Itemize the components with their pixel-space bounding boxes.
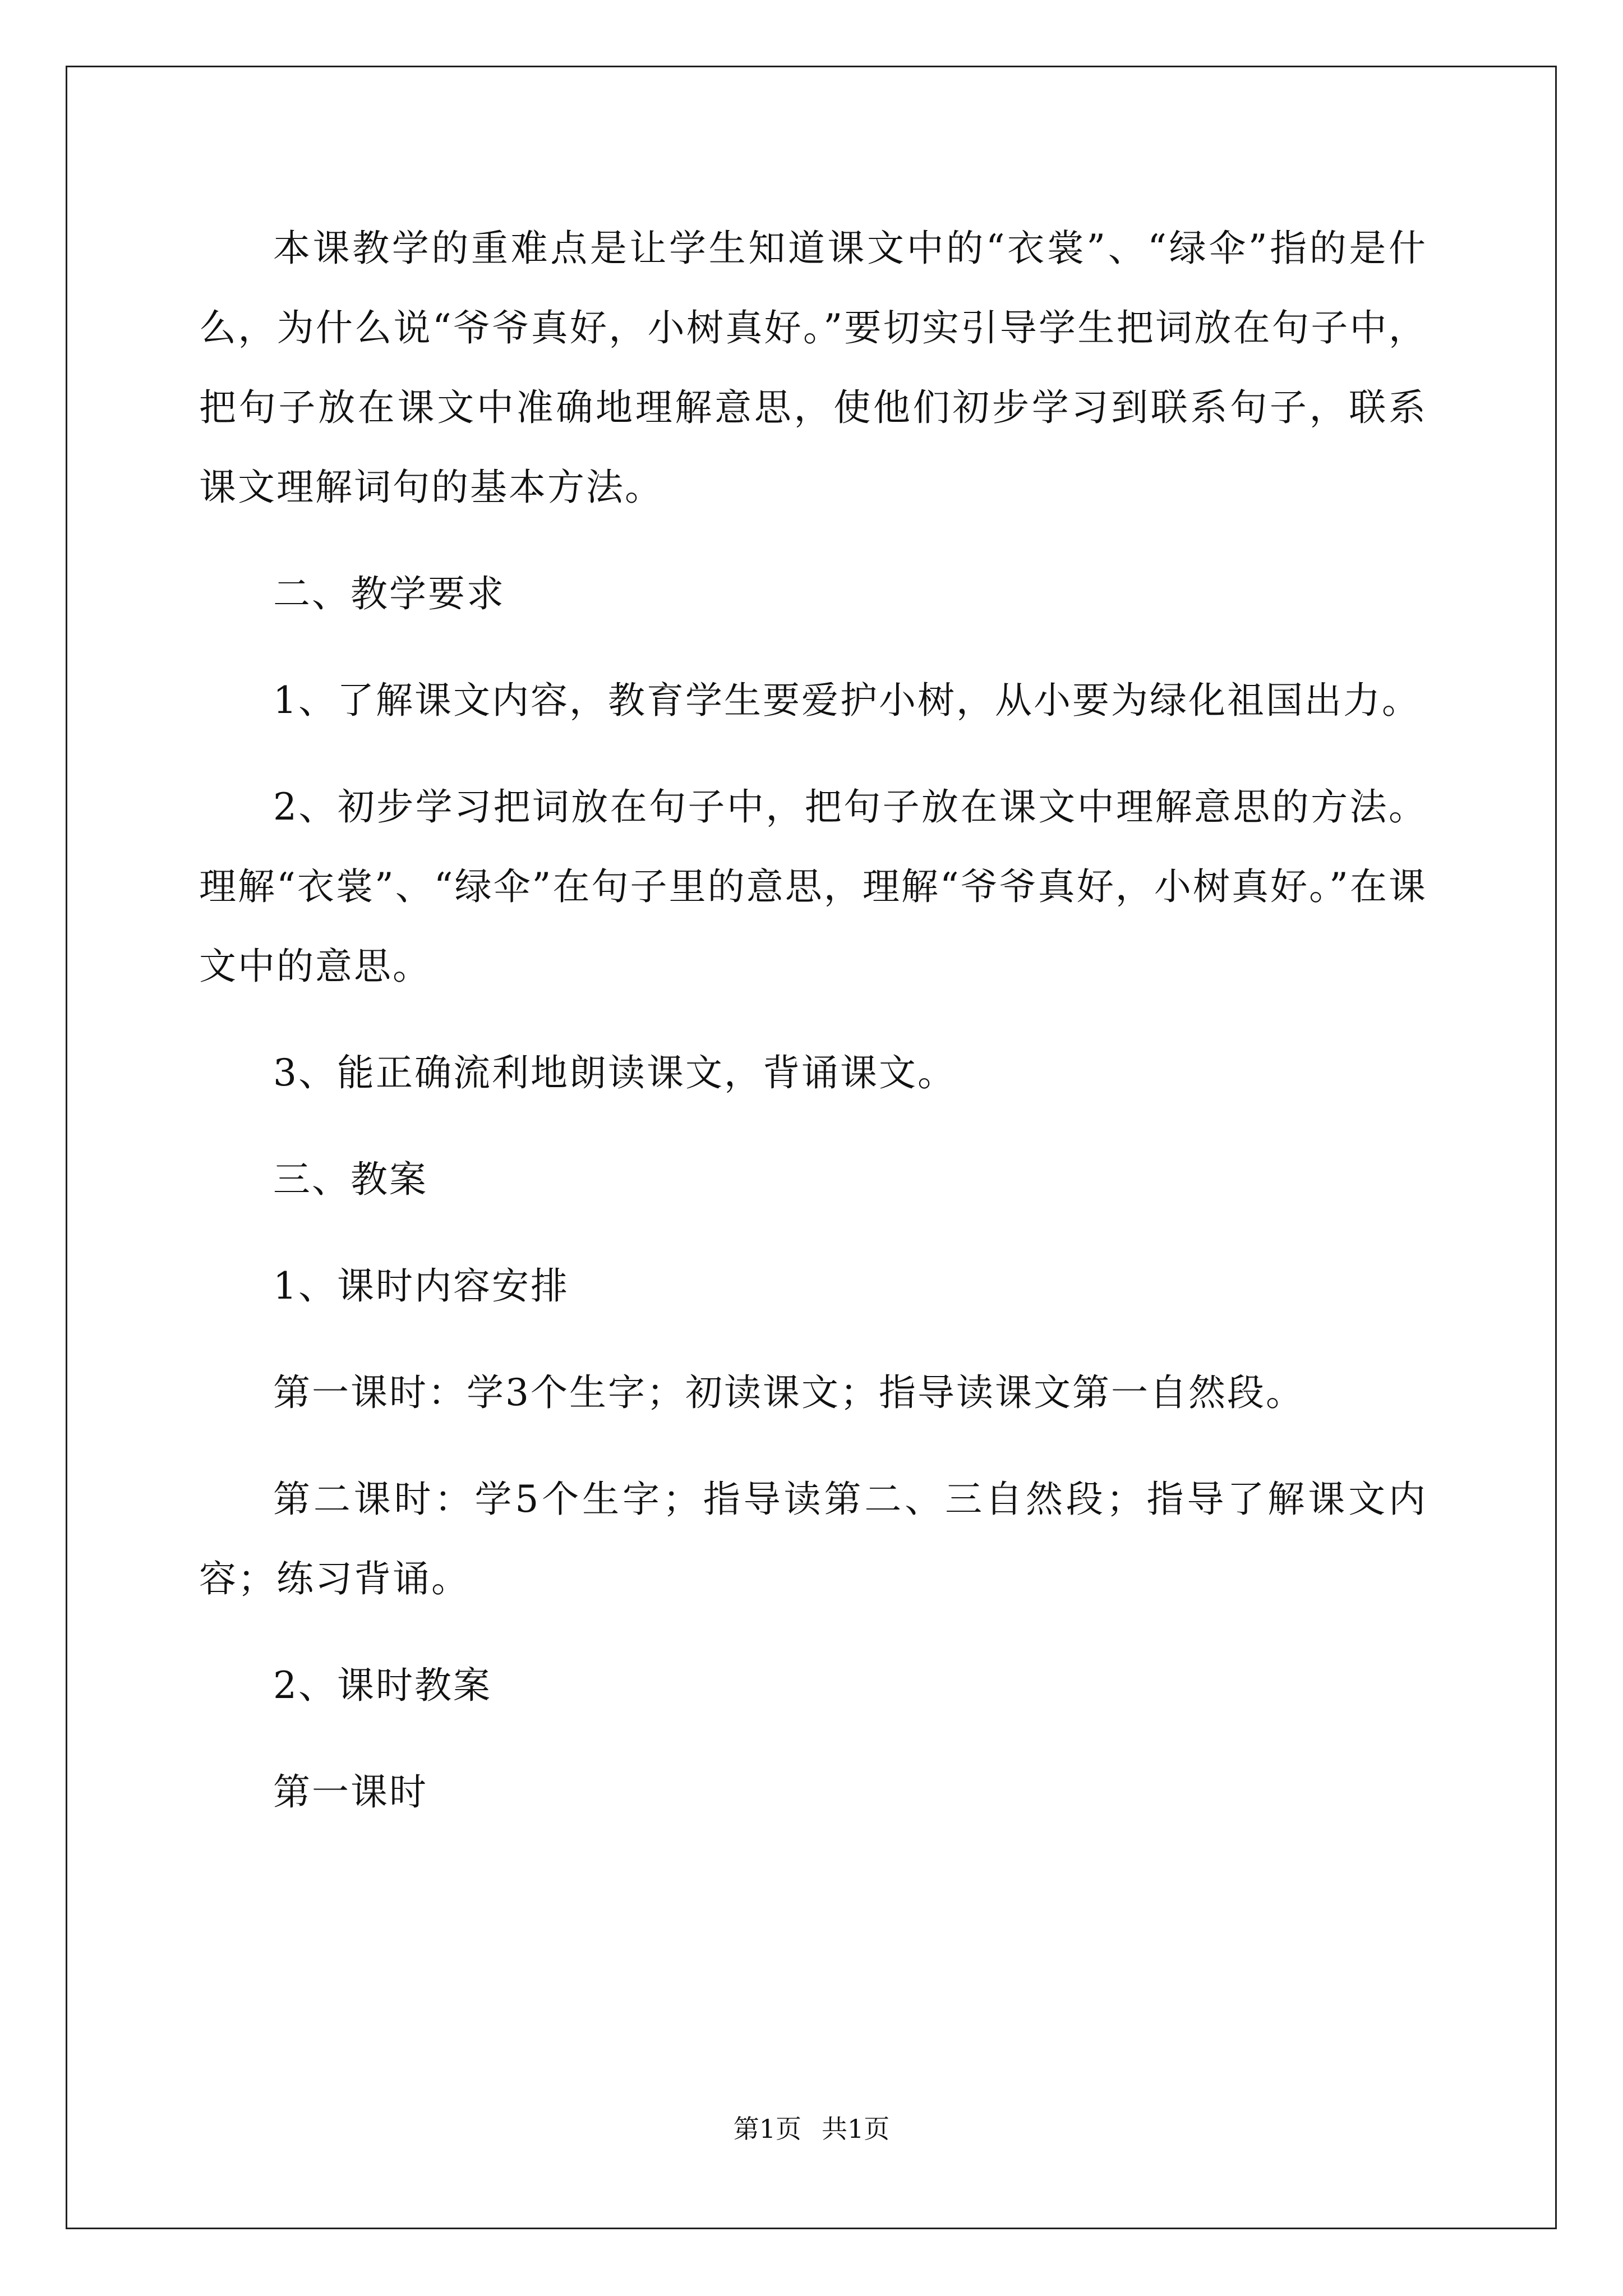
page-total: 共1页 bbox=[822, 2114, 890, 2144]
document-body bbox=[199, 209, 1427, 1859]
page-footer bbox=[0, 2112, 1623, 2146]
subheading-period-plan: 2、课时教案 bbox=[273, 1664, 492, 1707]
heading-lesson-plan: 三、教案 bbox=[273, 1158, 428, 1201]
page-number: 第1页 bbox=[733, 2114, 801, 2144]
list-item-requirement-2: 2、初步学习把词放在句子中，把句子放在课文中理解意思的方法。理解“衣裳”、“绿伞”在句子里的意思，理解“爷爷真好，小树真好。”在课文中的意思。 bbox=[199, 785, 1427, 988]
heading-first-period: 第一课时 bbox=[273, 1770, 428, 1814]
heading-teaching-requirements: 二、教学要求 bbox=[273, 572, 505, 615]
schedule-period-1: 第一课时：学3个生字；初读课文；指导读课文第一自然段。 bbox=[273, 1371, 1304, 1414]
paragraph-key-points: 本课教学的重难点是让学生知道课文中的“衣裳”、“绿伞”指的是什么，为什么说“爷爷真好，小树真好。”要切实引导学生把词放在句子中，把句子放在课文中准确地理解意思，使他们初步学习到联系句子，联系课文理解词句的基本方法。 bbox=[199, 227, 1427, 509]
schedule-period-2: 第二课时：学5个生字；指导读第二、三自然段；指导了解课文内容；练习背诵。 bbox=[199, 1478, 1427, 1600]
list-item-requirement-1: 1、了解课文内容，教育学生要爱护小树，从小要为绿化祖国出力。 bbox=[273, 679, 1421, 722]
list-item-requirement-3: 3、能正确流利地朗读课文，背诵课文。 bbox=[273, 1051, 956, 1094]
subheading-schedule: 1、课时内容安排 bbox=[273, 1264, 569, 1308]
